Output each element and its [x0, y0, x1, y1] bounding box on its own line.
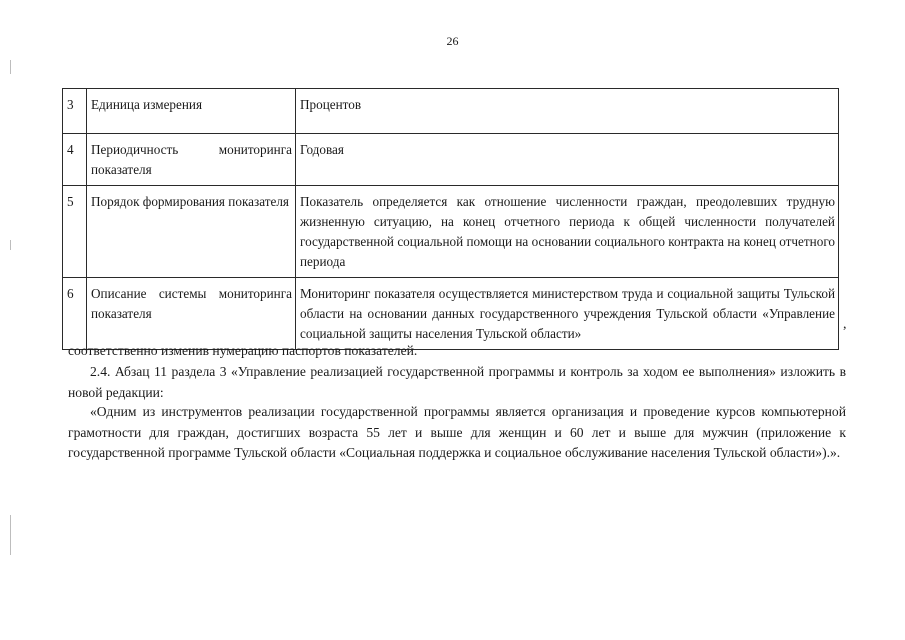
row-value: Процентов [296, 89, 839, 134]
row-name: Периодичность мониторинга показателя [87, 134, 296, 186]
row-value: Годовая [296, 134, 839, 186]
paragraph-renumbering-note: соответственно изменив нумерацию паспортов показателей. [68, 343, 418, 358]
row-number: 4 [63, 134, 87, 186]
row-name: Порядок формирования показателя [87, 186, 296, 278]
table-row [63, 278, 839, 350]
scan-artifact-line [10, 240, 11, 250]
row-name: Описание системы мониторинга показателя [87, 278, 296, 350]
scan-artifact-line [10, 60, 11, 74]
row-value: Мониторинг показателя осуществляется министерством труда и социальной защиты Тульской области на основании данных государственного учреждения Тульской области «Управление социальной защиты населения Тульской области» [296, 278, 839, 350]
paragraph-amendment-2-4: 2.4. Абзац 11 раздела 3 «Управление реализацией государственной программы и контроль за ходом ее выполнения» изложить в новой редакции: [68, 364, 846, 400]
table-row [63, 134, 839, 186]
row-name: Единица измерения [87, 89, 296, 134]
row-number: 5 [63, 186, 87, 278]
table-trailing-comma: , [843, 317, 847, 332]
indicator-passport-table [62, 88, 839, 350]
row-number: 6 [63, 278, 87, 350]
scan-artifact-line [10, 515, 11, 555]
paragraph-new-wording-quote: «Одним из инструментов реализации государственной программы является организация и проведение курсов компьютерной грамотности для граждан, достигших возраста 55 лет и выше для женщин и 60 лет и выше для мужчин (приложение к государственной программе Тульской области «Социальная поддержка и социальное обслуживание населения Тульской области»).». [68, 404, 846, 460]
row-number: 3 [63, 89, 87, 134]
table-row [63, 186, 839, 278]
row-value: Показатель определяется как отношение численности граждан, преодолевших трудную жизненную ситуацию, на конец отчетного периода к общей численности получателей государственной социальной помощи на основании социального контракта на конец отчетного периода [296, 186, 839, 278]
page-number: 26 [446, 34, 459, 48]
table-row [63, 89, 839, 134]
